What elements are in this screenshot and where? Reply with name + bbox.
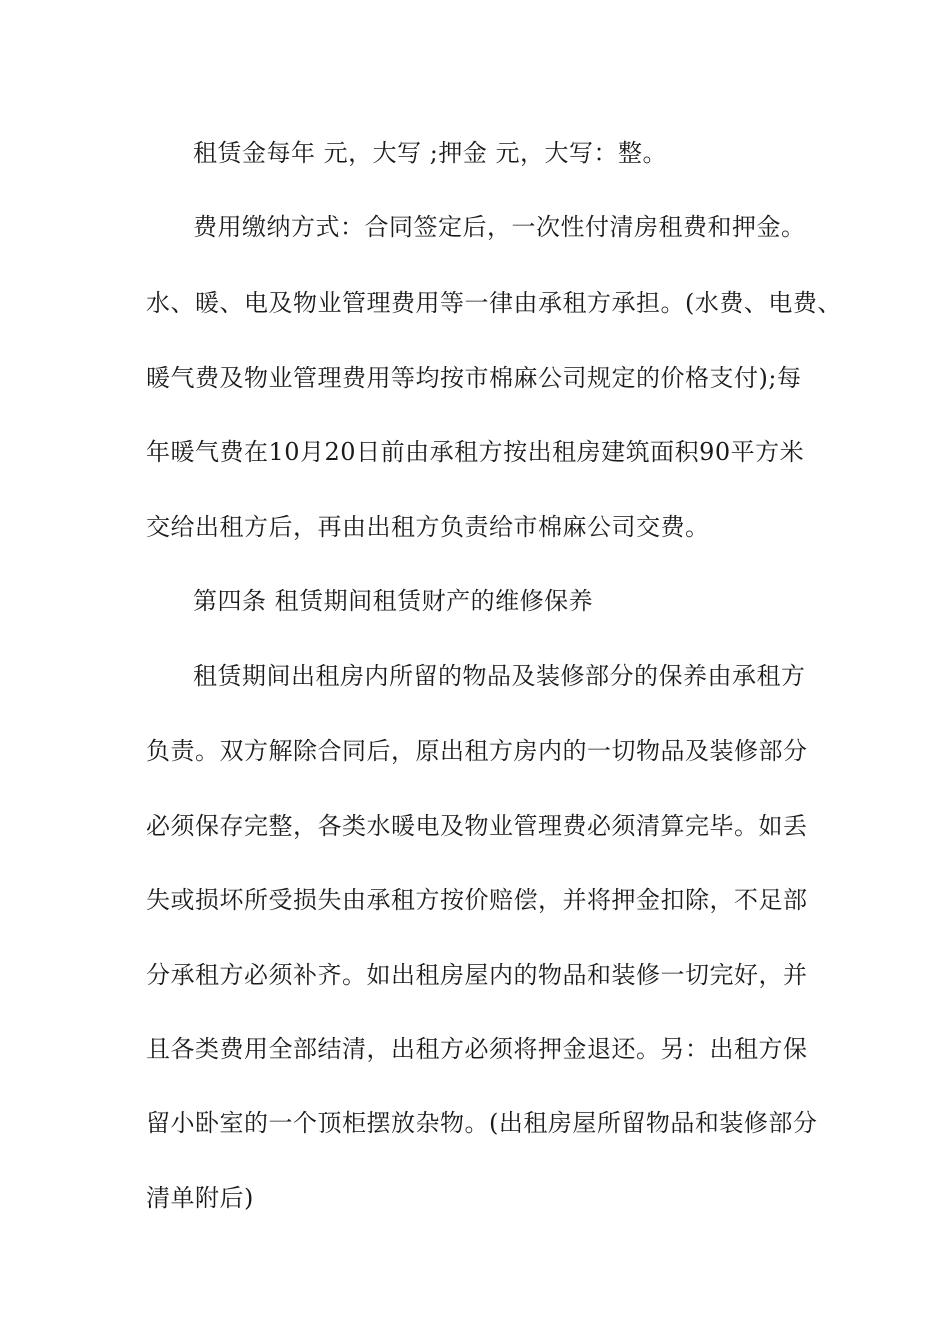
payment-method-line: 费用缴纳方式：合同签定后，一次性付清房租费和押金。 — [193, 213, 806, 241]
text-line: 失或损坏所受损失由承租方按价赔偿，并将押金扣除，不足部 — [146, 886, 808, 914]
text-line: 年暖气费在10月20日前由承租方按出租房建筑面积90平方米 — [146, 438, 805, 466]
text-line: 分承租方必须补齐。如出租房屋内的物品和装修一切完好，并 — [146, 961, 808, 989]
text-line: 水、暖、电及物业管理费用等一律由承租方承担。(水费、电费、 — [146, 289, 842, 317]
text-line: 留小卧室的一个顶柜摆放杂物。(出租房屋所留物品和装修部分 — [146, 1109, 818, 1137]
text-line: 暖气费及物业管理费用等均按市棉麻公司规定的价格支付);每 — [146, 364, 802, 392]
text-line: 清单附后) — [146, 1184, 254, 1212]
section-heading: 第四条 租赁期间租赁财产的维修保养 — [193, 587, 594, 615]
rent-amount-line: 租赁金每年 元，大写 ;押金 元，大写：整。 — [193, 139, 667, 167]
text-line: 且各类费用全部结清，出租方必须将押金退还。另：出租方保 — [146, 1035, 808, 1063]
text-line: 租赁期间出租房内所留的物品及装修部分的保养由承租方 — [193, 662, 806, 690]
text-line: 负责。双方解除合同后，原出租方房内的一切物品及装修部分 — [146, 737, 808, 765]
text-line: 必须保存完整，各类水暖电及物业管理费必须清算完毕。如丢 — [146, 812, 808, 840]
text-line: 交给出租方后，再由出租方负责给市棉麻公司交费。 — [146, 513, 710, 541]
